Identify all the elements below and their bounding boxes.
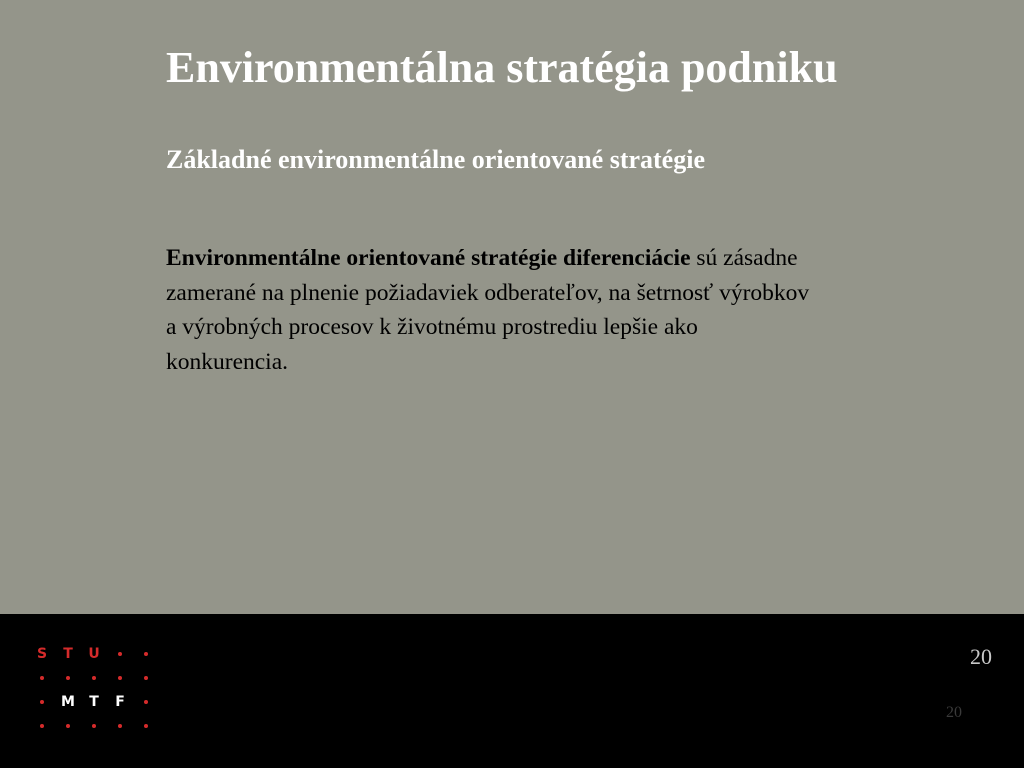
logo-dot: [110, 668, 130, 688]
footer-bar: [0, 614, 1024, 768]
body-line-3: a výrobných procesov k životnému prostrediu lepšie ako: [166, 314, 698, 340]
logo-dot-mark: [66, 676, 70, 680]
logo-dot: [84, 668, 104, 688]
logo-dot-mark: [118, 652, 122, 656]
logo-dot: [32, 668, 52, 688]
logo-dot: [58, 668, 78, 688]
logo-dot-mark: [40, 724, 44, 728]
logo-letter: F: [115, 694, 125, 710]
body-line-4: konkurencia.: [166, 348, 289, 375]
logo-dot-mark: [40, 676, 44, 680]
body-paragraph: [166, 241, 966, 379]
stu-mtf-logo: [32, 644, 152, 736]
logo-dot: [136, 716, 156, 736]
body-bold-term: Environmentálne orientované stratégie diferenciácie: [166, 245, 691, 271]
logo-dot-mark: [118, 676, 122, 680]
logo-row-4: [32, 716, 152, 736]
slide-subtitle: Základné environmentálne orientované stratégie: [166, 145, 705, 174]
logo-dot: [84, 716, 104, 736]
logo-dot-mark: [118, 724, 122, 728]
page-number-ghost: 20: [946, 704, 962, 721]
logo-dot: [110, 716, 130, 736]
logo-letter: T: [89, 694, 99, 710]
logo-letter: U: [88, 646, 100, 662]
logo-dot: [58, 716, 78, 736]
logo-dot: [136, 692, 156, 712]
logo-letter: M: [61, 694, 75, 710]
logo-row-1: [32, 644, 152, 664]
slide-title: Environmentálna stratégia podniku: [166, 43, 838, 92]
logo-row-2: [32, 668, 152, 688]
logo-dot: [110, 644, 130, 664]
body-line-2: zamerané na plnenie požiadaviek odberateľov, na šetrnosť výrobkov: [166, 279, 810, 306]
logo-dot: [32, 716, 52, 736]
logo-dot: [136, 668, 156, 688]
body-line-1: [166, 241, 966, 276]
logo-dot-mark: [92, 676, 96, 680]
logo-row-3: [32, 692, 152, 712]
body-line-1-rest: sú zásadne: [690, 245, 798, 271]
logo-letter: T: [63, 646, 73, 662]
logo-dot-mark: [66, 724, 70, 728]
logo-dot-mark: [144, 676, 148, 680]
logo-dot-mark: [144, 652, 148, 656]
logo-dot: [136, 644, 156, 664]
logo-dot-mark: [92, 724, 96, 728]
logo-letter: S: [36, 646, 48, 662]
page-number: 20: [970, 644, 992, 669]
logo-dot-mark: [144, 700, 148, 704]
logo-dot: [32, 692, 52, 712]
logo-dot-mark: [144, 724, 148, 728]
logo-dot-mark: [40, 700, 44, 704]
